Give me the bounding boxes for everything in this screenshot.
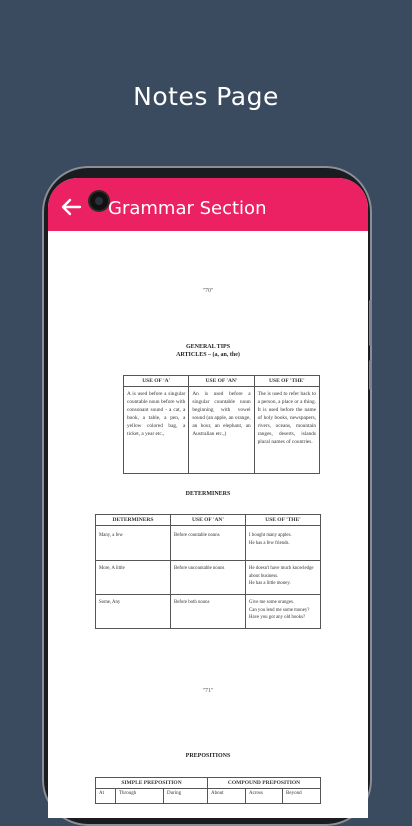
table-cell [246, 595, 321, 629]
table-cell: The is used to refer back to a person, a place or a thing. It is used before the name of holy books, newspapers, rivers, oceans, mountain ranges, deserts, islands plural names of countries. [254, 387, 319, 474]
table-cell: Across [246, 789, 283, 804]
table-cell: An is used before a singular countable noun beginning with vowel sound (an apple, an orange, an hour, an elephant, an Australian etc.,) [189, 387, 254, 474]
back-button[interactable] [60, 198, 82, 216]
phone-power-button [369, 360, 372, 390]
app-bar [48, 178, 368, 231]
example-line: He doesn't have much knowledge about business. [249, 566, 314, 579]
promo-title: Notes Page [133, 82, 279, 111]
table-row [96, 789, 321, 804]
table-header: USE OF 'AN' [171, 515, 246, 526]
table-row [96, 595, 321, 629]
table-cell: Before countable nouns [171, 526, 246, 561]
front-camera [90, 192, 108, 210]
table-cell: Some, Any [96, 595, 171, 629]
arrow-left-icon [60, 198, 82, 216]
table-header: USE OF 'A' [124, 376, 189, 387]
table-cell: A is used before a singular countable noun before with consonant sound - a cat, a book, a table, a pen, a yellow colored bag, a ticket, a year etc., [124, 387, 189, 474]
example-line: Have you got any old books? [249, 615, 306, 620]
phone-screen [48, 178, 368, 818]
articles-table [123, 375, 320, 474]
determiners-table [95, 514, 321, 629]
prepositions-title: PREPOSITIONS [185, 753, 231, 759]
table-cell: During [164, 789, 208, 804]
example-line: Give me some oranges. [249, 600, 295, 605]
table-cell: Before uncountable nouns [171, 561, 246, 595]
table-cell: Through [116, 789, 164, 804]
table-cell: Beyond [283, 789, 321, 804]
table-row [96, 561, 321, 595]
page-number: "71" [202, 688, 214, 694]
table-cell: At [96, 789, 116, 804]
table-header: COMPOUND PREPOSITION [208, 778, 321, 789]
table-row [96, 526, 321, 561]
table-cell: Many, a few [96, 526, 171, 561]
table-cell: About [208, 789, 246, 804]
example-line: He has a little money. [249, 581, 291, 586]
table-cell [246, 526, 321, 561]
table-cell: Before both nouns [171, 595, 246, 629]
determiners-title: DETERMINERS [185, 491, 231, 497]
table-header: USE OF 'AN' [189, 376, 254, 387]
general-tips-title: GENERAL TIPS [185, 344, 231, 350]
example-line: Can you lend me some money? [249, 607, 310, 613]
example-line: I bought many apples. [249, 533, 292, 538]
table-cell [246, 561, 321, 595]
table-cell: More, A little [96, 561, 171, 595]
articles-subtitle: ARTICLES – (a, an, the) [176, 352, 240, 358]
table-header: USE OF 'THE' [254, 376, 319, 387]
table-header: SIMPLE PREPOSITION [96, 778, 208, 789]
phone-volume-button [369, 300, 372, 346]
page-title: Grammar Section [108, 198, 267, 219]
table-header: DETERMINERS [96, 515, 171, 526]
table-header: USE OF 'THE' [246, 515, 321, 526]
example-line: He has a few friends. [249, 540, 290, 546]
notes-document[interactable] [48, 231, 368, 818]
page-number: "70" [202, 288, 214, 294]
